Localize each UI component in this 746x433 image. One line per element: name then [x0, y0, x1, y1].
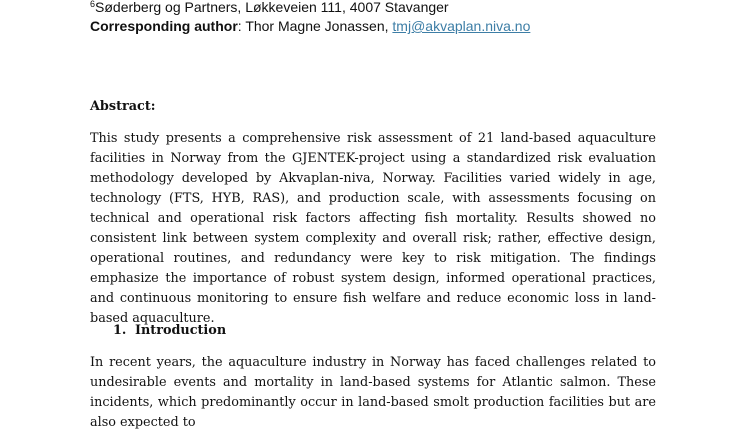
affiliation-marker: 6 — [90, 0, 96, 9]
corresponding-author-line — [90, 16, 530, 36]
author-email-link[interactable]: tmj@akvaplan.niva.no — [392, 18, 531, 34]
section-title: Introduction — [135, 323, 227, 338]
corresponding-author-name: Thor Magne Jonassen, — [245, 18, 393, 34]
abstract-body: This study presents a comprehensive risk assessment of 21 land-based aquaculture facilities in Norway from the GJENTEK-project using a standardized risk evaluation methodology developed by Akvaplan-niva, Norway. Facilities varied widely in age, technology (FTS, HYB, RAS), and production scale, with assessments focusing on technical and operational risk factors affecting fish mortality. Results showed no consistent link between system complexity and overall risk; rather, effective design, operational routines, and redundancy were key to risk mitigation. The findings emphasize the importance of robust system design, informed operational practices, and continuous monitoring to ensure fish welfare and reduce economic loss in land-based aquaculture. — [90, 131, 656, 326]
corresponding-author-label: Corresponding author — [90, 18, 238, 34]
affiliation-line — [90, 0, 449, 17]
introduction-body: In recent years, the aquaculture industry in Norway has faced challenges related to undesirable events and mortality in land-based systems for Atlantic salmon. These incidents, which predominantly occur in land-based smolt production facilities but are also expected to — [90, 355, 656, 430]
abstract-heading: Abstract: — [90, 99, 156, 114]
section-heading-introduction — [113, 321, 226, 341]
affiliation-text: Søderberg og Partners, Løkkeveien 111, 4007 Stavanger — [95, 0, 449, 15]
section-number: 1. — [113, 323, 127, 338]
corresponding-separator: : — [237, 18, 246, 34]
